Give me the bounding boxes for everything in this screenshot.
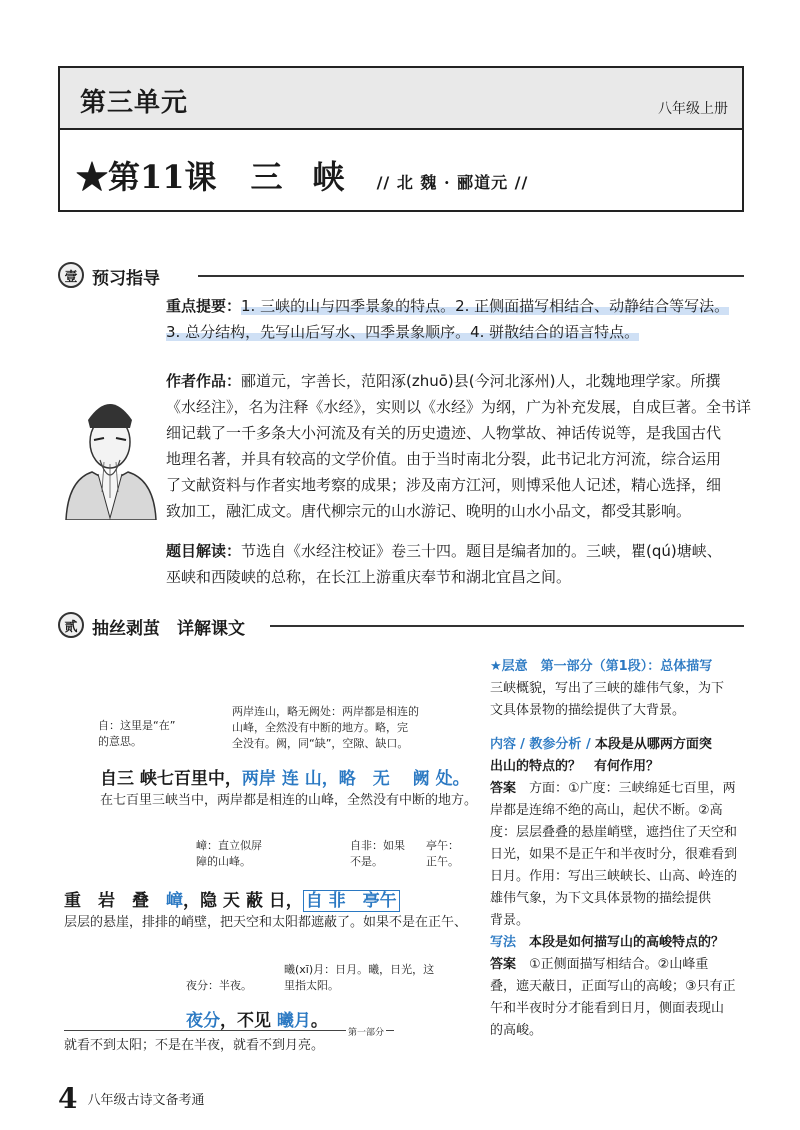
page-number: 4 — [58, 1082, 78, 1115]
answer-line: 雄伟气象，为下文具体景物的描绘提供 — [490, 891, 712, 906]
annotation-line: 山峰，全然没有中断的地方。略，完 — [232, 721, 408, 734]
translation-line-3: 就看不到太阳；不是在半夜，就看不到月亮。 — [64, 1038, 325, 1053]
author-works-line: 了文献资料与作者实地考察的成果；涉及南方江河，则博采他人记述，精心选择，细 — [166, 476, 722, 494]
section-divider — [270, 625, 744, 627]
level-line: 三峡概貌，写出了三峡的雄伟气象，为下 — [490, 681, 725, 696]
section-title: 预习指导 — [92, 269, 160, 289]
answer-line: 日光，如果不是正午和半夜时分，很难看到 — [490, 847, 738, 862]
annotation-zi — [98, 718, 175, 750]
text-line-segment: 重 岩 叠 — [64, 891, 166, 911]
annotation-zifei — [350, 838, 405, 870]
section-heading-preview — [58, 262, 744, 292]
answer-line: ①正侧面描写相结合。②山峰重 — [529, 957, 709, 972]
annotation-line: 的意思。 — [98, 735, 142, 748]
part-marker: 第一部分 — [346, 1025, 386, 1038]
text-line-segment: ，隐 天 蔽 日， — [183, 891, 303, 911]
annotation-line: 亭午： — [426, 839, 459, 852]
annotation-line: 嶂：直立似屏 — [196, 839, 262, 852]
translation-line-1: 在七百里三峡当中，两岸都是相连的山峰，全然没有中断的地方。 — [100, 793, 478, 808]
level-label: ★层意 — [490, 659, 528, 674]
annotation-yefen: 夜分：半夜。 — [186, 979, 252, 992]
content-label: 内容 — [490, 737, 517, 752]
answer-line: 叠，遮天蔽日，正面写山的高峻；③只有正 — [490, 979, 736, 994]
unit-header — [58, 66, 744, 212]
answer-label: 答案 — [490, 957, 517, 972]
answer-line: 度：层层叠叠的悬崖峭壁，遮挡住了天空和 — [490, 825, 738, 840]
question-text: 出山的特点的？ 有何作用？ — [490, 759, 660, 774]
text-line-2 — [64, 886, 400, 911]
method-label: 写法 — [490, 935, 517, 950]
page-footer — [58, 1082, 205, 1115]
author-works-line: 致加工，融汇成文。唐代柳宗元的山水游记、晚明的山水小品文，都受其影响。 — [166, 502, 692, 520]
translation-line-2: 层层的悬崖，排排的峭壁，把天空和太阳都遮蔽了。如果不是在正午、 — [64, 915, 468, 930]
text-line-highlight: 两岸 连 山，略 无 阙 处。 — [241, 769, 470, 789]
author-works-label: 作者作品： — [166, 372, 242, 390]
author-works-line: 《水经注》，名为注释《水经》，实则以《水经》为纲，广为补充发展，自成巨著。全书详 — [166, 398, 752, 416]
key-points-line: 1. 三峡的山与四季景象的特点。2. 正侧面描写相结合、动静结合等写法。 — [241, 297, 730, 315]
title-interpretation-label: 题目解读： — [166, 542, 242, 560]
key-points-line: 3. 总分结构，先写山后写水、四季景象顺序。4. 骈散结合的语言特点。 — [166, 323, 640, 341]
lesson-author: // 北 魏 · 郦道元 // — [376, 173, 529, 192]
part-divider — [64, 1030, 394, 1031]
author-works-line: 细记载了一千多条大小河流及有关的历史遗迹、人物掌故、神话传说等，是我国古代 — [166, 424, 722, 442]
key-points-label: 重点提要： — [166, 297, 242, 315]
book-title: 八年级古诗文备考通 — [87, 1093, 205, 1108]
author-works — [166, 368, 756, 524]
lesson-number: ★第11课 — [76, 158, 217, 196]
lesson-title: 三峡 — [250, 158, 375, 196]
section-divider — [198, 275, 744, 277]
annotation-line: 自非：如果 — [350, 839, 405, 852]
answer-line: 岸都是连绵不绝的高山，起伏不断。②高 — [490, 803, 723, 818]
text-line-3 — [186, 1006, 328, 1031]
analysis-column — [490, 656, 748, 1042]
text-line-1 — [100, 764, 470, 789]
annotation-line: 正午。 — [426, 855, 459, 868]
text-line-highlight: 曦月 — [276, 1011, 311, 1031]
annotation-line: 两岸连山，略无阙处：两岸都是相连的 — [232, 705, 419, 718]
annotation-line: 自：这里是“在” — [98, 719, 176, 732]
text-line-segment: 自三 峡七百里中， — [100, 769, 242, 789]
text-line-segment: 。 — [310, 1011, 328, 1031]
answer-line: 午和半夜时分才能看到日月，侧面表现山 — [490, 1001, 725, 1016]
annotation-line: 曦(xī)月：日月。曦，日光，这 — [284, 963, 435, 976]
answer-line: 的高峻。 — [490, 1023, 543, 1038]
question-text: 本段是从哪两方面突 — [594, 737, 712, 752]
unit-bar — [60, 68, 742, 130]
author-works-line: 郦道元，字善长，范阳涿(zhuō)县(今河北涿州)人，北魏地理学家。所撰 — [241, 372, 721, 390]
level-heading: 第一部分（第1段）：总体描写 — [540, 659, 713, 674]
title-interpretation-line: 节选自《水经注校证》卷三十四。题目是编者加的。三峡，瞿(qú)塘峡、 — [241, 542, 722, 560]
title-interpretation-line: 巫峡和西陵峡的总称，在长江上游重庆奉节和湖北宜昌之间。 — [166, 568, 572, 586]
unit-title: 第三单元 — [80, 88, 189, 118]
annotation-line: 障的山峰。 — [196, 855, 251, 868]
lesson-title-row — [76, 152, 528, 198]
section-heading-analysis — [58, 612, 744, 642]
answer-line: 背景。 — [490, 913, 530, 928]
title-interpretation — [166, 538, 756, 590]
annotation-line: 里指太阳。 — [284, 979, 339, 992]
level-line: 文具体景物的描绘提供了大背景。 — [490, 703, 686, 718]
answer-line: 方面：①广度：三峡绵延七百里，两 — [529, 781, 736, 796]
text-line-segment: ，不见 — [220, 1011, 277, 1031]
annotation-line: 不是。 — [350, 855, 383, 868]
section-title: 抽丝剥茧 详解课文 — [92, 619, 245, 639]
annotation-line: 全没有。阙，同“缺”，空隙、缺口。 — [232, 737, 409, 750]
answer-label: 答案 — [490, 781, 517, 796]
annotation-xiyue — [284, 962, 434, 994]
annotation-zhang — [196, 838, 262, 870]
section-number-badge: 贰 — [58, 612, 84, 638]
annotation-liangan — [232, 704, 419, 752]
annotation-tingwu — [426, 838, 459, 870]
text-line-highlight: 夜分 — [186, 1011, 220, 1031]
grade-label: 八年级上册 — [658, 101, 728, 117]
text-line-highlight: 嶂 — [166, 891, 183, 911]
author-works-line: 地理名著，并具有较高的文学价值。由于当时南北分裂，此书记北方河流，综合运用 — [166, 450, 722, 468]
text-line-highlight: 自 非 亭午 — [303, 890, 400, 912]
section-number-badge: 壹 — [58, 262, 84, 288]
content-sublabel: / 教参分析 / — [520, 737, 591, 752]
key-points — [166, 293, 756, 345]
answer-line: 日月。作用：写出三峡峡长、山高、岭连的 — [490, 869, 738, 884]
question-text: 本段是如何描写山的高峻特点的？ — [529, 935, 725, 950]
author-portrait-image — [58, 380, 162, 520]
